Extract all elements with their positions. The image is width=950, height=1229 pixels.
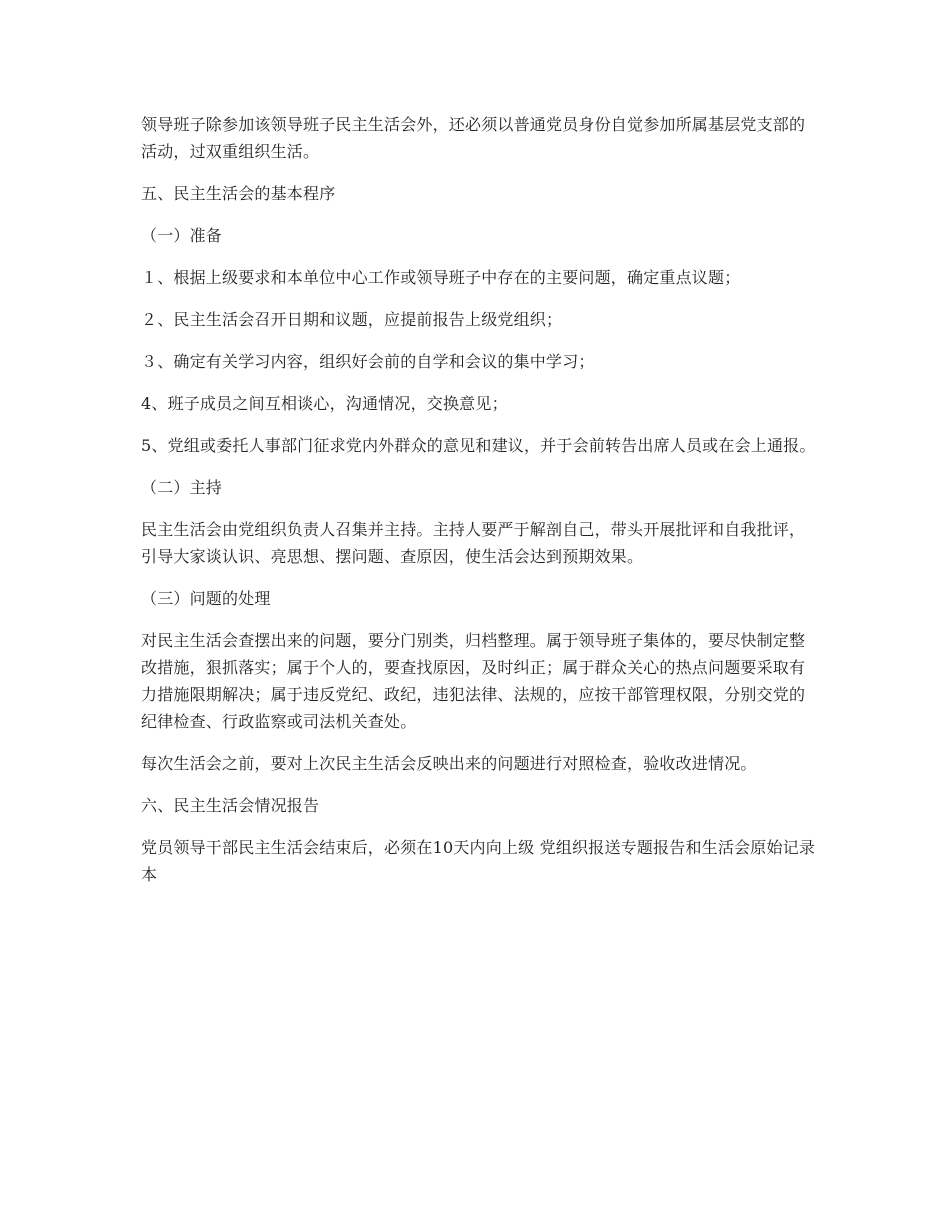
list-item-2: ２、民主生活会召开日期和议题，应提前报告上级党组织； bbox=[141, 310, 563, 329]
paragraph-review: 每次生活会之前，要对上次民主生活会反映出来的问题进行对照检查，验收改进情况。 bbox=[141, 754, 757, 773]
list-item-5: 5、党组或委托人事部门征求党内外群众的意见和建议，并于会前转告出席人员或在会上通报。 bbox=[141, 436, 816, 455]
paragraph-double-organization-life: 领导班子除参加该领导班子民主生活会外，还必须以普通党员身份自觉参加所属基层党支部的活动，过双重组织生活。 bbox=[141, 115, 806, 161]
subsection-heading-problem-handling: （三）问题的处理 bbox=[141, 589, 271, 608]
document-body bbox=[141, 111, 821, 903]
list-item-1: １、根据上级要求和本单位中心工作或领导班子中存在的主要问题，确定重点议题； bbox=[141, 268, 741, 287]
paragraph-problem-handling: 对民主生活会查摆出来的问题，要分门别类，归档整理。属于领导班子集体的，要尽快制定整改措施，狠抓落实；属于个人的，要查找原因，及时纠正；属于群众关心的热点问题要采取有力措施限期解决；属于违反党纪、政纪，违犯法律、法规的，应按干部管理权限，分别交党的纪律检查、行政监察或司法机关查处。 bbox=[141, 631, 806, 731]
subsection-heading-hosting: （二）主持 bbox=[141, 478, 223, 497]
section-heading-report: 六、民主生活会情况报告 bbox=[141, 796, 320, 815]
subsection-heading-preparation: （一）准备 bbox=[141, 226, 223, 245]
paragraph-hosting: 民主生活会由党组织负责人召集并主持。主持人要严于解剖自己，带头开展批评和自我批评，引导大家谈认识、亮思想、摆问题、查原因，使生活会达到预期效果。 bbox=[141, 520, 806, 566]
paragraph-report: 党员领导干部民主生活会结束后，必须在10天内向上级 党组织报送专题报告和生活会原始记录本 bbox=[141, 838, 816, 884]
list-item-4: 4、班子成员之间互相谈心，沟通情况，交换意见； bbox=[141, 394, 508, 413]
section-heading-basic-procedure: 五、民主生活会的基本程序 bbox=[141, 184, 336, 203]
list-item-3: ３、确定有关学习内容，组织好会前的自学和会议的集中学习； bbox=[141, 352, 595, 371]
